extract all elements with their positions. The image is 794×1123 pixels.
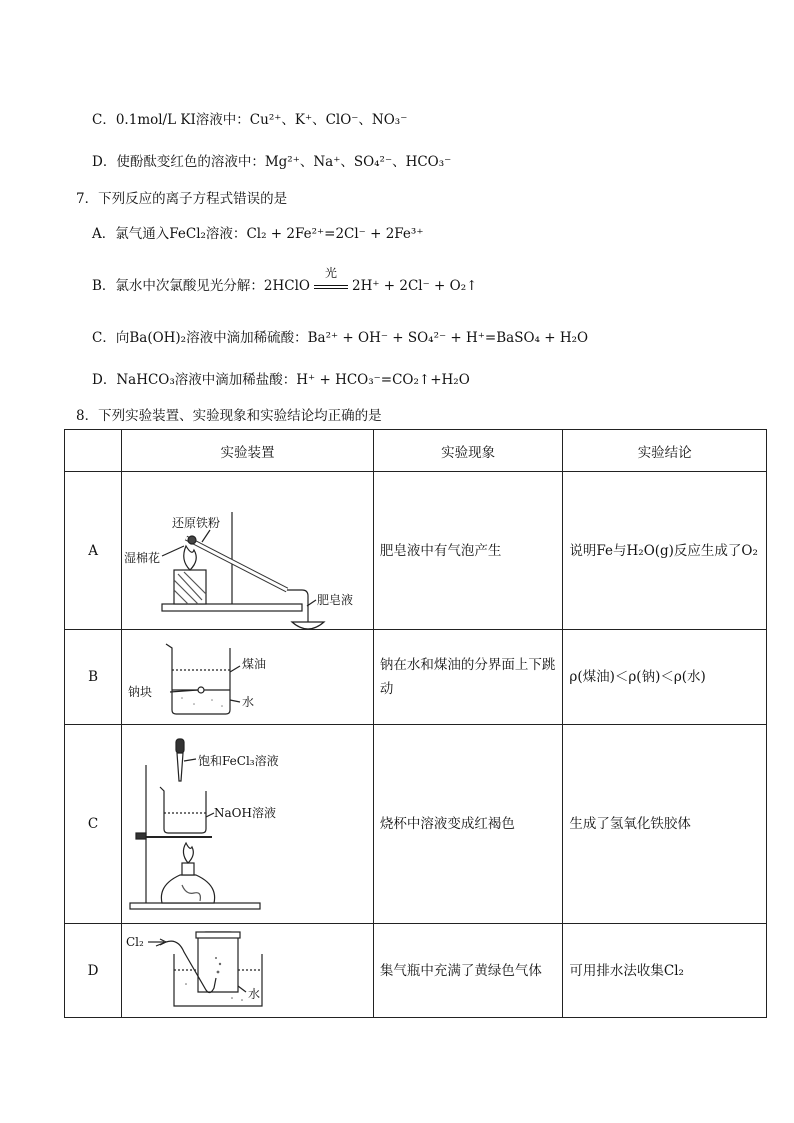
label-water: 水 xyxy=(242,695,255,709)
apparatus-gas-collection xyxy=(122,924,374,1018)
experiment-table xyxy=(64,429,767,1018)
q7-option-a: A．氯气通入FeCl₂溶液：Cl₂ + 2Fe²⁺=2Cl⁻ + 2Fe³⁺ xyxy=(92,226,424,242)
phenomenon-cell: 钠在水和煤油的分界面上下跳动 xyxy=(373,630,563,725)
row-label: A xyxy=(65,472,122,630)
table-row xyxy=(65,924,767,1018)
header-apparatus: 实验装置 xyxy=(122,430,374,472)
phenomenon-cell: 烧杯中溶液变成红褐色 xyxy=(373,725,563,924)
q7-option-c: C．向Ba(OH)₂溶液中滴加稀硫酸：Ba²⁺ + OH⁻ + SO₄²⁻ + H⁺=BaSO₄ + H₂O xyxy=(92,330,589,346)
gas-collection-diagram xyxy=(122,924,372,1017)
header-phenomenon: 实验现象 xyxy=(373,430,563,472)
header-blank xyxy=(65,430,122,472)
colloid-diagram xyxy=(122,725,372,923)
label-soap-solution: 肥皂液 xyxy=(317,593,354,607)
phenomenon-cell: 集气瓶中充满了黄绿色气体 xyxy=(373,924,563,1018)
q8-stem: 8．下列实验装置、实验现象和实验结论均正确的是 xyxy=(76,408,382,424)
label-wet-cotton: 湿棉花 xyxy=(124,551,161,565)
conclusion-cell: ρ(煤油)＜ρ(钠)＜ρ(水) xyxy=(563,630,767,725)
apparatus-iron-steam xyxy=(122,472,374,630)
q6-option-c: C．0.1mol/L KI溶液中：Cu²⁺、K⁺、ClO⁻、NO₃⁻ xyxy=(92,112,408,128)
q7-option-b: B．氯水中次氯酸见光分解：2HClO 光 2H⁺ + 2Cl⁻ + O₂↑ xyxy=(92,266,478,294)
row-label: C xyxy=(65,725,122,924)
q6-option-d: D．使酚酞变红色的溶液中：Mg²⁺、Na⁺、SO₄²⁻、HCO₃⁻ xyxy=(92,154,452,170)
apparatus-colloid xyxy=(122,725,374,924)
table-row xyxy=(65,630,767,725)
phenomenon-cell: 肥皂液中有气泡产生 xyxy=(373,472,563,630)
q7-stem: 7．下列反应的离子方程式错误的是 xyxy=(76,191,288,207)
conclusion-cell: 生成了氢氧化铁胶体 xyxy=(563,725,767,924)
label-sodium-block: 钠块 xyxy=(128,685,153,699)
q7-option-d: D．NaHCO₃溶液中滴加稀盐酸：H⁺ + HCO₃⁻=CO₂↑+H₂O xyxy=(92,372,470,388)
iron-steam-diagram xyxy=(122,472,372,629)
table-row xyxy=(65,725,767,924)
light-condition-sign: 光 xyxy=(310,278,352,294)
sodium-beaker-diagram xyxy=(122,630,372,724)
conclusion-cell: 说明Fe与H₂O(g)反应生成了O₂ xyxy=(563,472,767,630)
header-conclusion: 实验结论 xyxy=(563,430,767,472)
row-label: B xyxy=(65,630,122,725)
row-label: D xyxy=(65,924,122,1018)
apparatus-sodium-kerosene xyxy=(122,630,374,725)
label-fecl3-solution: 饱和FeCl₃溶液 xyxy=(198,754,279,768)
conclusion-cell: 可用排水法收集Cl₂ xyxy=(563,924,767,1018)
table-header-row xyxy=(65,430,767,472)
label-chlorine: Cl₂ xyxy=(126,935,144,949)
table-row xyxy=(65,472,767,630)
label-kerosene: 煤油 xyxy=(242,657,267,671)
label-naoh-solution: NaOH溶液 xyxy=(214,806,277,820)
label-iron-powder: 还原铁粉 xyxy=(172,516,221,530)
label-water: 水 xyxy=(248,987,261,1001)
